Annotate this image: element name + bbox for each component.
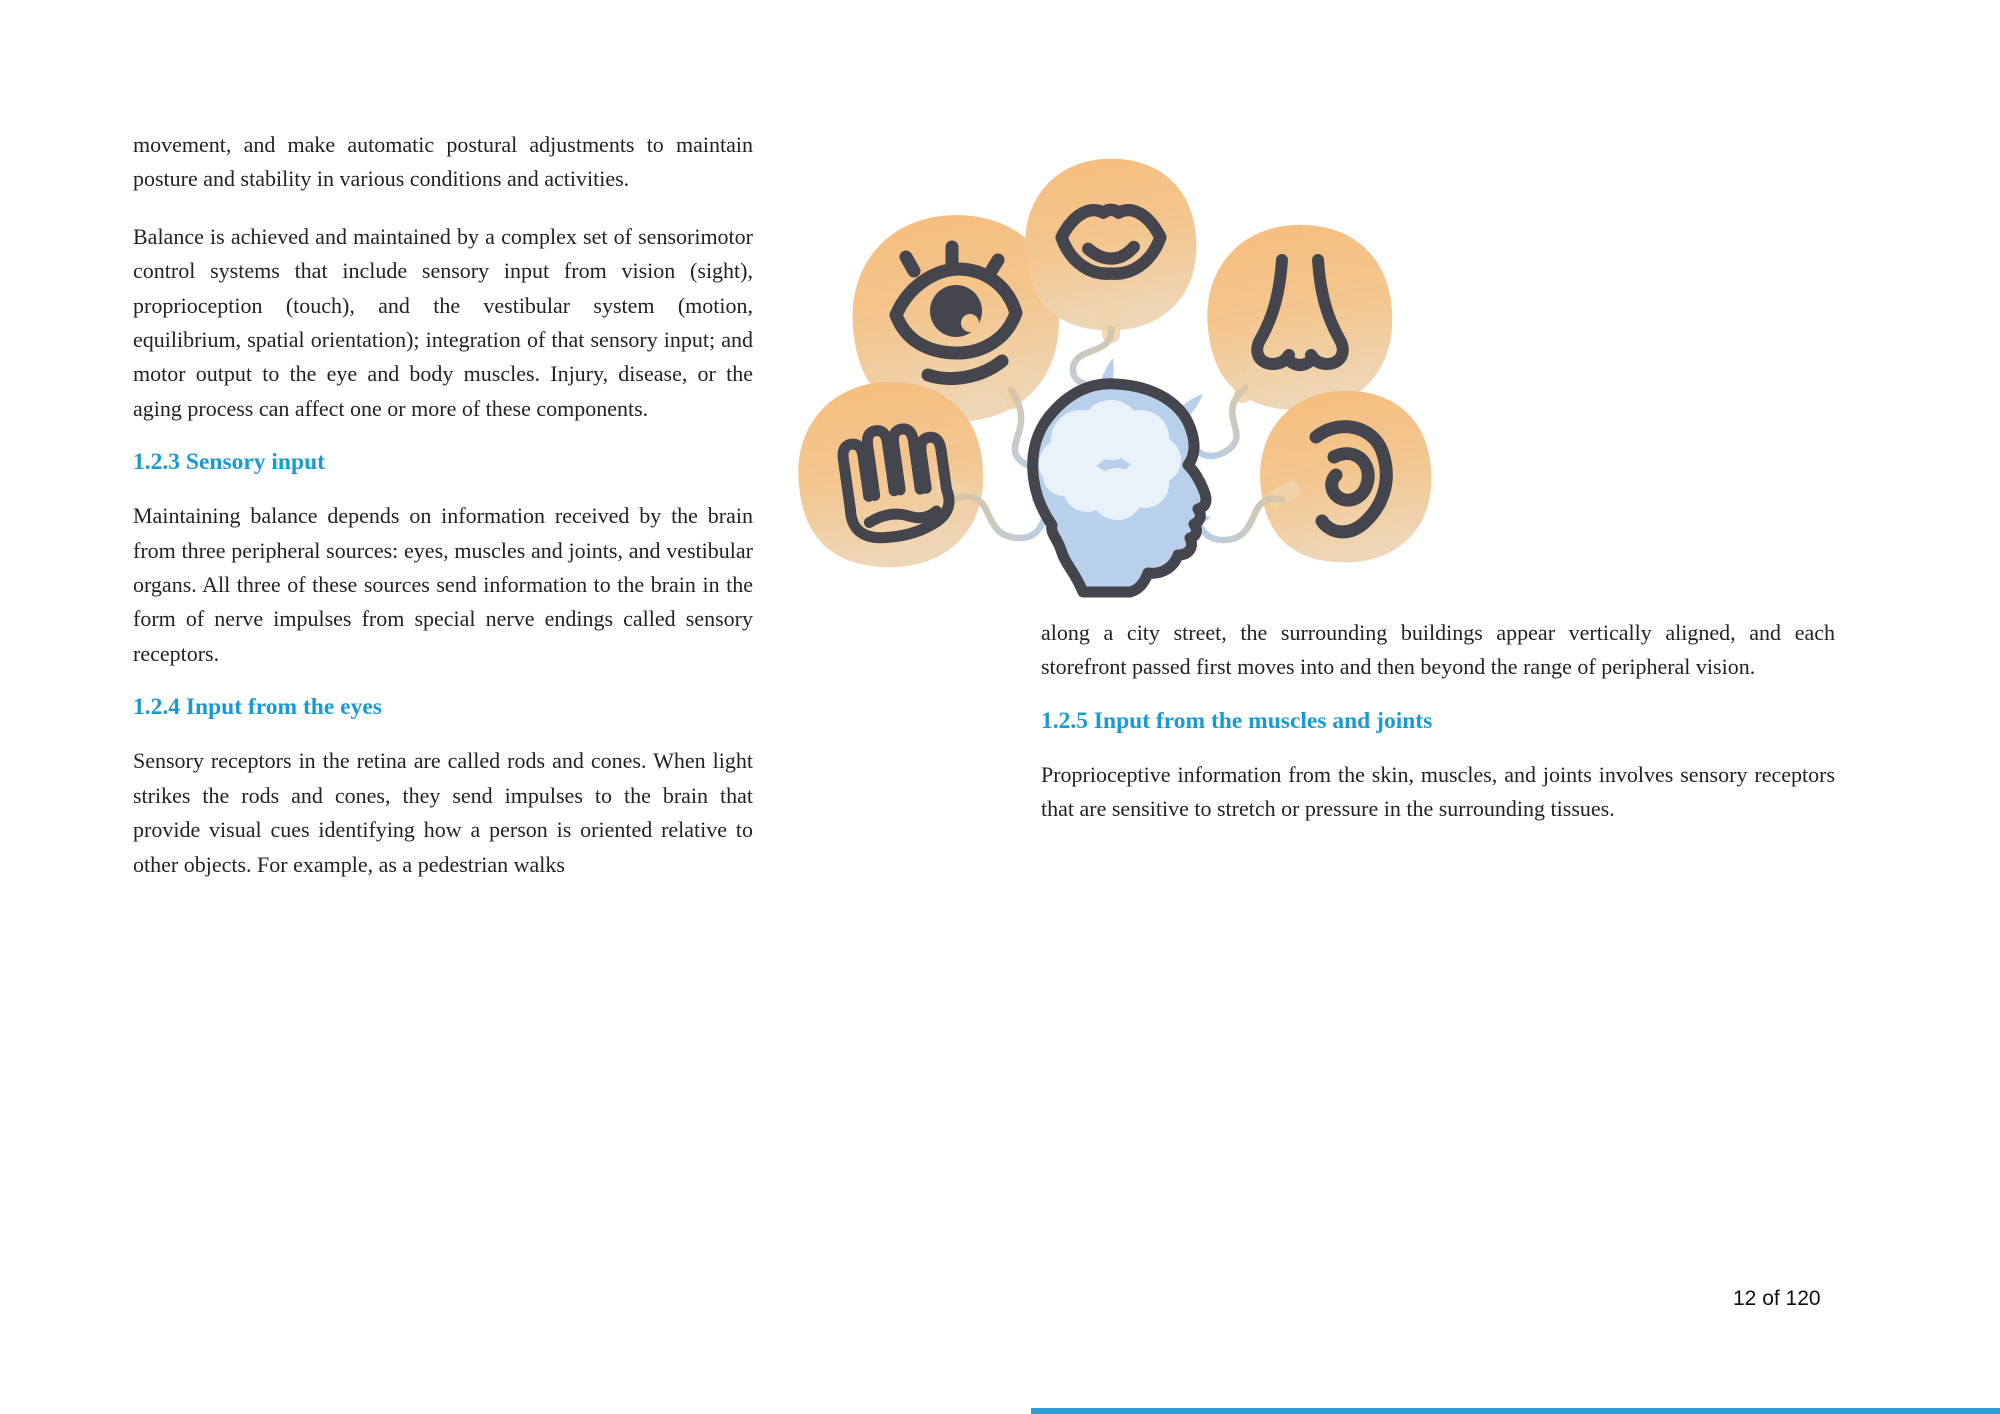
paragraph-retina-rods-cones: Sensory receptors in the retina are called rods and cones. When light strikes the rods and cones, they send impulses to the brain that provide visual cues identifying how a person is oriented relative to other objects. For example, as a pedestrian walks [133,748,753,877]
paragraph-proprioceptive: Proprioceptive information from the skin, muscles, and joints involves sensory receptors that are sensitive to stretch or pressure in the surrounding tissues. [1041,761,1835,822]
taste-blob [1025,159,1196,331]
paragraph-city-street: along a city street, the surrounding buildings appear vertically aligned, and each storefront passed first moves into and then beyond the range of peripheral vision. [1041,620,1835,680]
right-column [1041,616,1835,850]
bottom-accent-bar [1031,1408,2000,1414]
five-senses-illustration [793,146,1441,618]
paragraph-maintaining-balance: Maintaining balance depends on information received by the brain from three peripheral sources: eyes, muscles and joints, and vestibular organs. All three of these sources send information to the brain in the form of nerve impulses from special nerve endings called sensory receptors. [133,503,753,666]
heading-1-2-3-sensory-input: 1.2.3 Sensory input [133,449,325,476]
paragraph-balance-systems: Balance is achieved and maintained by a complex set of sensorimotor control systems that include sensory input from vision (sight), proprioception (touch), and the vestibular system (motion, equilibrium, spatial orientation); integration of that sensory input; and motor output to the eye and body muscles. Injury, disease, or the aging process can affect one or more of these components. [133,223,753,421]
smell-blob [1207,225,1392,410]
heading-1-2-4-input-from-eyes: 1.2.4 Input from the eyes [133,694,382,721]
head-profile [1031,358,1211,592]
left-column [133,128,753,905]
heading-1-2-5-muscles-joints: 1.2.5 Input from the muscles and joints [1041,707,1433,734]
page-indicator: 12 of 120 [1733,1287,1821,1310]
paragraph-postural-adjustments: movement, and make automatic postural adjustments to maintain posture and stability in various conditions and activities. [133,132,753,192]
